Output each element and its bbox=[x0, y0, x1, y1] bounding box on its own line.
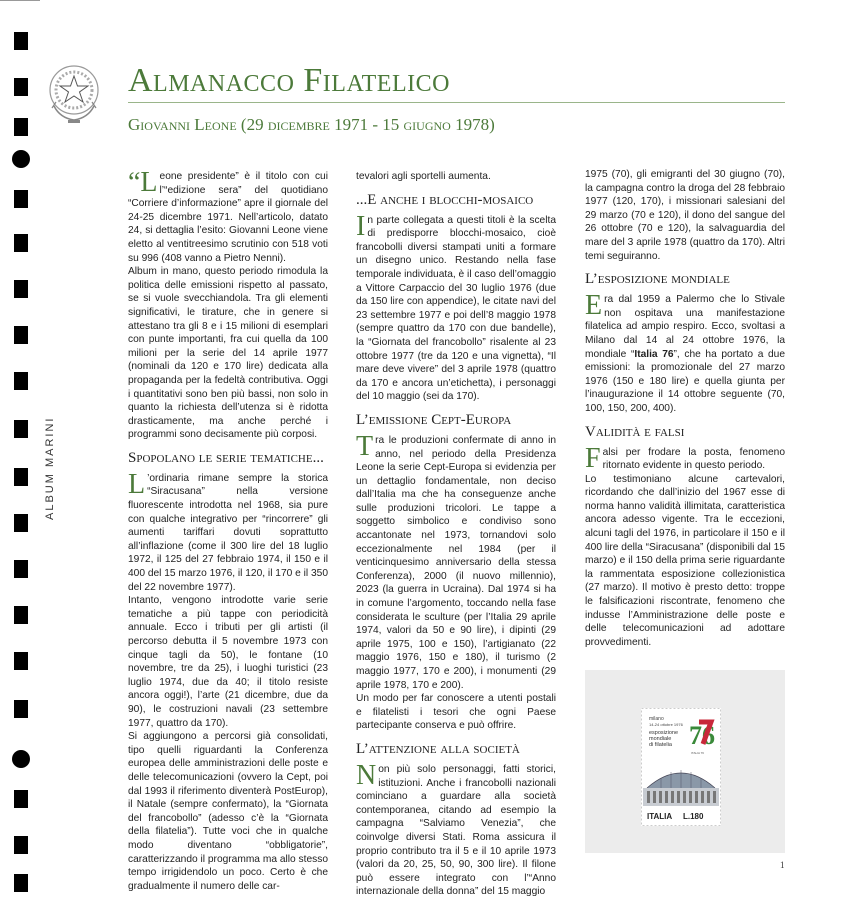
page-title: Almanacco Filatelico bbox=[128, 62, 450, 99]
section-heading-spopolano: Spopolano le serie tematiche... bbox=[128, 449, 324, 466]
validita-paragraph bbox=[585, 442, 785, 474]
binder-hole bbox=[14, 372, 28, 390]
binder-ring bbox=[12, 750, 30, 768]
binder-hole bbox=[14, 234, 28, 252]
binder-hole bbox=[14, 560, 28, 578]
page-number: 1 bbox=[780, 860, 785, 870]
section-heading-blocchi: ...E anche i blocchi-mosaico bbox=[356, 191, 534, 208]
spopolano-paragraph-2: Intanto, vengono introdotte varie serie tematiche a più tappe con periodicità annuale. Ecco i tributi per gli artisti (il percorso debutta il 5 novembre 1973 con cinque tagli da 50), le fontane (10 novembre, tre da 25), i luoghi turistici (23 luglio 1974, due da 40; il titolo resiste ancora oggi!), l’arte (21 dicembre, due da 90), le costruzioni navali (23 settembre 1977, quattro da 170). bbox=[128, 595, 328, 729]
binder-hole bbox=[14, 468, 28, 486]
drop-cap: T bbox=[356, 430, 374, 462]
stamp-caption-3: esposizione bbox=[649, 730, 679, 736]
binder-hole bbox=[14, 790, 28, 808]
cept-paragraph-2: Un modo per far conoscere a utenti postali e filatelisti i tesori che ogni Paese partecipante conserva e può offrire. bbox=[356, 693, 556, 732]
blocchi-text: n parte collegata a questi titoli è la scelta di predisporre blocchi-mosaico, cioè francobolli diversi stampati uniti a formare un disegno unico. Restando nella fase temporale individuata, è il caso dell’omaggio a Vittore Carpaccio del 30 luglio 1976 (due da 150 lire con appendice), le citate navi del 23 settembre 1977 e poi dell’8 maggio 1978 (sempre quattro da 170 con due bandelle), la “Giornata del francobollo” risalente al 23 ottobre 1977 (tre da 120 e una vignetta), “Il mare deve vivere” del 3 aprile 1978 (quattro da 170 e ancora un’etichetta), i personaggi del 10 maggio (sei da 170). bbox=[356, 214, 556, 403]
blocchi-paragraph bbox=[356, 210, 556, 404]
column-1 bbox=[128, 167, 328, 893]
drop-cap: “L bbox=[128, 167, 158, 198]
esposizione-text-bold: Italia 76 bbox=[634, 348, 674, 360]
stamp-panel bbox=[585, 670, 785, 853]
drop-cap: N bbox=[356, 759, 377, 791]
spopolano-text: ’ordinaria rimane sempre la storica “Siracusana” nella versione fluorescente introdotta nel 1968, sia pure con qualche integrativo per “rincorrere” gli aumenti tariffari dovuti soprattutto all’inflazione (come il 300 lire del 18 luglio 1972, il 125 del 27 febbraio 1974, il 150 e il 400 del 15 marzo 1976, il 120, il 170 e il 350 del 22 novembre 1977). bbox=[128, 472, 328, 593]
spopolano-paragraph-3: Si aggiungono a percorsi già consolidati, tipo quelli riguardanti la Conferenza europea delle amministrazioni delle poste e delle telecomunicazioni (ovvero la Cept, poi dal 1993 il riferimento diventerà PostEurop), il Natale (sempre confermato), la “Giornata del francobollo” (adesso c’è la “Giornata della filatelia”). Tutte voci che in qualche modo diventano “obbligatorie”, caratterizzando il programma ma allo stesso tempo irrigidendolo un poco. Certo è che gradualmente il numero delle car- bbox=[128, 731, 328, 892]
esposizione-text-pre: ra dal 1959 a Palermo che lo Stivale non ospitava una manifestazione filatelica ad ampio respiro. Ecco, svoltasi a Milano dal 14 al 24 ottobre 1976, la mondiale “ bbox=[585, 294, 785, 360]
societa-paragraph-2: 1975 (70), gli emigranti del 30 giugno (70), la campagna contro la droga del 28 febbraio 1977 (120, 170), i missionari salesiani del 29 marzo (70 e 120), il dono del sangue del 26 ottobre (70 e 120), la salvaguardia del mare del 3 aprile 1978 (quattro da 170). Altri temi seguiranno. bbox=[585, 169, 785, 262]
top-rule bbox=[0, 0, 40, 1]
spopolano-paragraph bbox=[128, 468, 328, 594]
binder-hole bbox=[14, 700, 28, 718]
binder-ring bbox=[12, 150, 30, 168]
cept-paragraph bbox=[356, 430, 556, 692]
intro-paragraph bbox=[128, 167, 328, 265]
album-label: ALBUM MARINI bbox=[44, 416, 56, 520]
drop-cap: E bbox=[585, 290, 603, 322]
stamp-small-text: ITALIA 76 bbox=[691, 751, 704, 755]
binder-hole bbox=[14, 652, 28, 670]
binder-hole bbox=[14, 78, 28, 96]
section-heading-cept: L’emissione Cept-Europa bbox=[356, 411, 512, 428]
stamp-big-number: 76 bbox=[689, 721, 715, 750]
column-2 bbox=[356, 170, 556, 899]
title-rule bbox=[128, 102, 785, 103]
binder-hole bbox=[14, 836, 28, 854]
spopolano-paragraph-4: tevalori agli sportelli aumenta. bbox=[356, 171, 491, 182]
binder-hole bbox=[14, 280, 28, 298]
drop-cap: F bbox=[585, 442, 601, 474]
esposizione-text-post: ”, che ha portato a due emissioni: la promozionale del 27 marzo 1976 (150 e 180 lire) e quella giunta per l’inaugurazione il 14 ottobre seguente (70, 100, 150, 200, 400). bbox=[585, 348, 785, 414]
intro-paragraph-2: Album in mano, questo periodo rimodula la politica delle emissioni rispetto al passato, se si vuole svecchiandola. Tra gli elementi significativi, le tirature, che in genere si attestano tra gli 8 e i 15 milioni di esemplari con punte importanti, fra cui quella da 100 milioni per la serie del 14 aprile 1977 (nominali da 120 e 170 lire) dedicata alla propaganda per la fedeltà contributiva. Oggi i quantitativi sono ben più bassi, non solo in quanto la richiesta dell’utenza si è ridotta drasticamente, ma anche perché i programmi sono decisamente più corposi. bbox=[128, 266, 328, 441]
binder-hole bbox=[14, 32, 28, 50]
drop-cap: L bbox=[128, 468, 146, 500]
binder-hole bbox=[14, 874, 28, 892]
drop-cap: I bbox=[356, 210, 366, 242]
section-heading-esposizione: L’esposizione mondiale bbox=[585, 271, 730, 288]
stamp-country: ITALIA bbox=[647, 812, 673, 821]
stamp-caption-2: 14-24 ottobre 1976 bbox=[649, 722, 683, 727]
binder-hole bbox=[14, 514, 28, 532]
stamp-caption-4: mondiale bbox=[649, 736, 672, 742]
stamp-caption-5: di filatelia bbox=[649, 742, 672, 748]
section-heading-societa: L’attenzione alla società bbox=[356, 740, 520, 757]
stamp-image bbox=[641, 708, 721, 826]
binder-hole bbox=[14, 420, 28, 438]
cept-text: ra le produzioni confermate di anno in anno, nel periodo della Presidenza Leone la serie Cept-Europa si evidenzia per un dettaglio fondamentale, non deciso dall’Italia ma che ha conseguenze anche sulle produzioni tricolori. Le tappe a soggetto simbolico e condiviso sono accantonate nel 1973, tornandovi solo eccezionalmente nel 1984 (per il venticinquesimo anniversario della stessa Conferenza), 2000 (il nuovo millennio), 2023 (la guerra in Ucraina). Dal 1974 si ha in comune l’argomento, toccando nella fase considerata le sculture (per l’Italia 29 aprile 1974, valori da 50 e 90 lire), i dipinti (29 aprile 1975, 100 e 150), l’artigianato (22 maggio 1976, 150 e 180), il turismo (2 maggio 1977, 170 e 200), i monumenti (29 aprile 1978, 170 e 200). bbox=[356, 434, 556, 691]
binder-hole bbox=[14, 190, 28, 208]
binder-hole bbox=[14, 118, 28, 136]
societa-text: on più solo personaggi, fatti storici, istituzioni. Anche i francobolli nazionali cominciano a guardare alla società contemporanea, citando ad esempio la campagna “Salviamo Venezia”, che coinvolge diversi Stati. Roma assicura il proprio contributo tra il 5 e il 10 aprile 1973 (valori da 20, 25, 50, 90, 300 lire). Il filone può essere integrato con l’“Anno internazionale della donna” del 15 maggio bbox=[356, 763, 556, 898]
intro-text: eone presidente” è il titolo con cui l’“edizione sera” del quotidiano “Corriere d’informazione” apre il giornale del 24-25 dicembre 1971. Nell’articolo, datato 24, si dettaglia l’esito: Giovanni Leone viene eletto al ventitreesimo scrutinio con 518 voti su 996 (408 vanno a Pietro Nenni). bbox=[128, 171, 328, 264]
page-subtitle: Giovanni Leone (29 dicembre 1971 - 15 giugno 1978) bbox=[128, 115, 495, 134]
stamp-caption-1: milano bbox=[649, 716, 664, 722]
societa-paragraph bbox=[356, 759, 556, 899]
esposizione-paragraph bbox=[585, 290, 785, 415]
section-heading-validita: Validità e falsi bbox=[585, 423, 685, 440]
column-3 bbox=[585, 168, 785, 649]
binder-edge bbox=[0, 0, 40, 917]
validita-text: alsi per frodare la posta, fenomeno ritornato evidente in questo periodo. bbox=[602, 446, 785, 472]
state-emblem-icon bbox=[46, 62, 102, 126]
validita-paragraph-2: Lo testimoniano alcune cartevalori, ricordando che dall’inizio del 1967 esse di norma hanno validità illimitata, caratteristica ancora adesso vigente. Tra le eccezioni, alcuni tagli del 1976, in particolare il 150 e il 400 lire della “Siracusana” (disponibili dal 15 marzo) e il 150 della prima serie riguardante la rammentata esposizione collezionistica (27 marzo). Il motivo è presto detto: troppe le falsificazioni riscontrate, fenomeno che indusse l’Amministrazione delle poste e delle telecomunicazioni ad adottare provvedimenti. bbox=[585, 473, 785, 648]
stamp-value: L.180 bbox=[683, 812, 704, 821]
binder-hole bbox=[14, 606, 28, 624]
binder-hole bbox=[14, 326, 28, 344]
